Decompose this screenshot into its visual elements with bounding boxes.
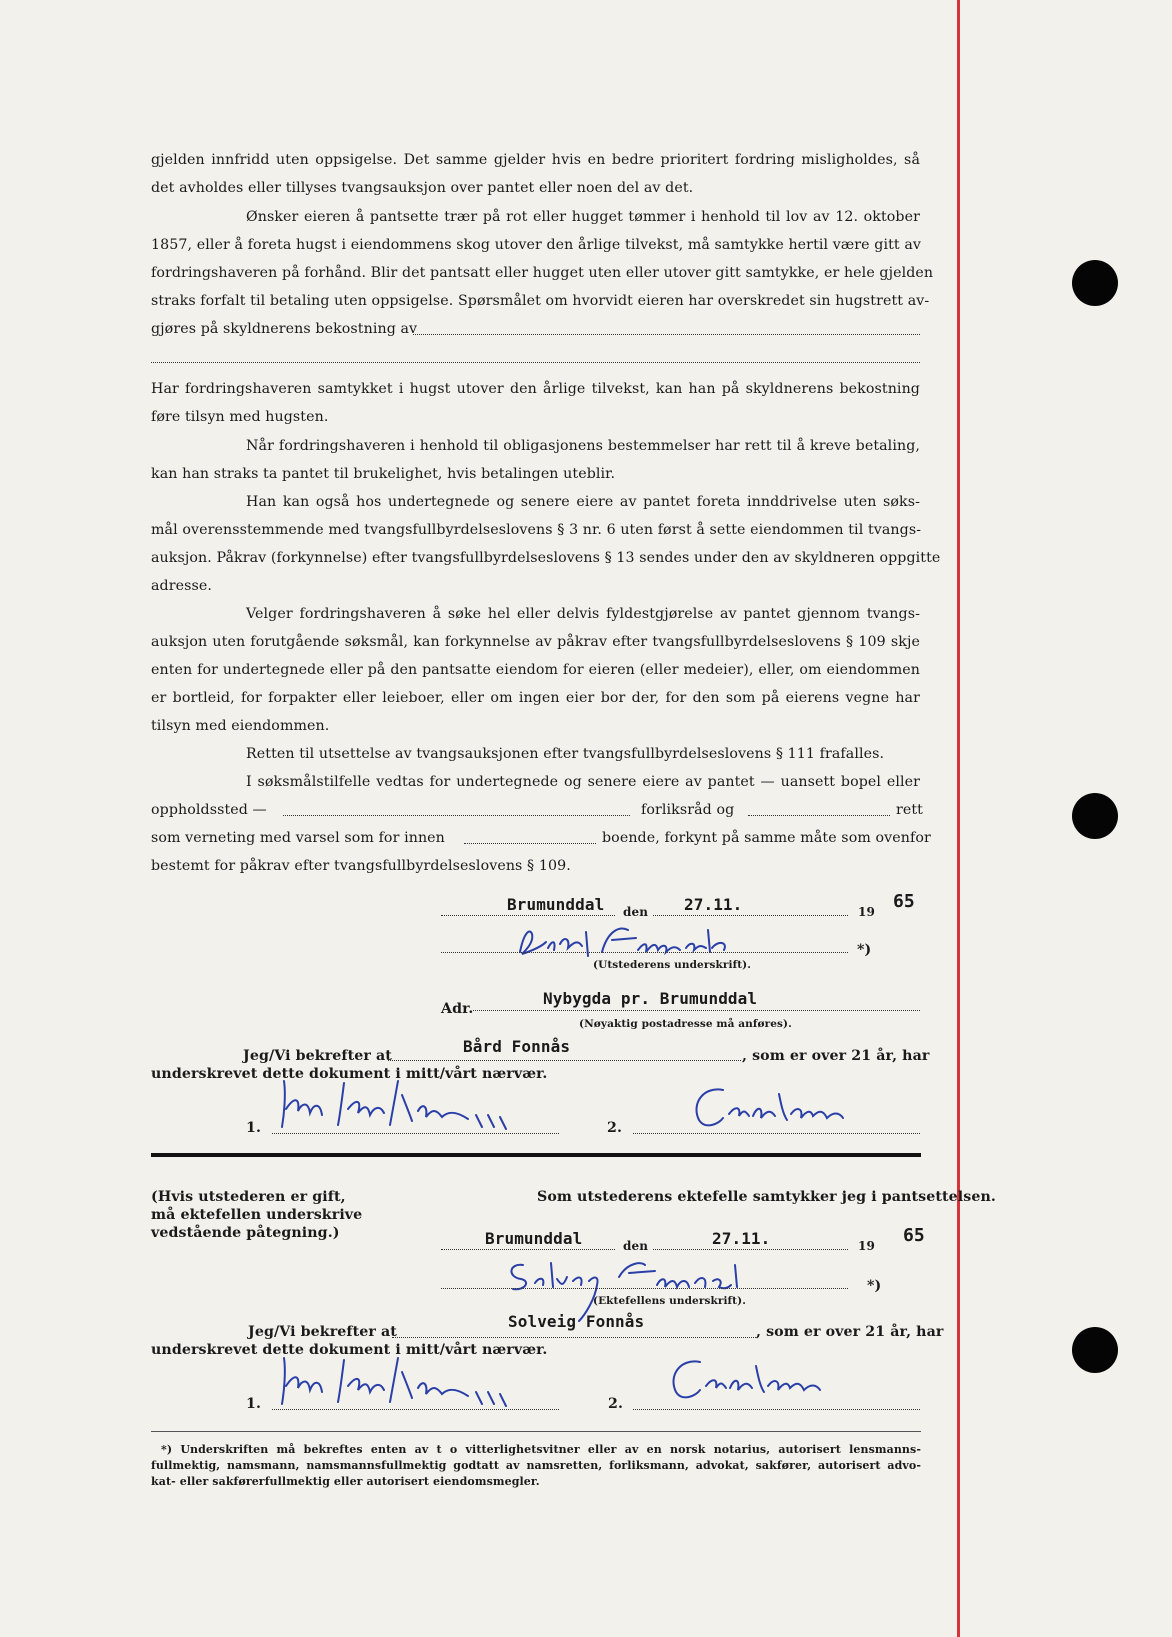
fill-line (473, 1010, 920, 1011)
confirm-label: , som er over 21 år, har (756, 1324, 944, 1340)
fill-line (748, 815, 890, 816)
footnote-line: fullmektig, namsmann, namsmannsfullmektig godtatt av namsretten, forliksmann, advokat, sakfører, autorisert advo- (151, 1459, 921, 1472)
signature-line (441, 1288, 848, 1289)
place-value: Brumunddal (507, 895, 605, 914)
fill-line (151, 362, 920, 363)
spouse-note: vedstående påtegning.) (151, 1225, 340, 1241)
spouse-note: (Hvis utstederen er gift, (151, 1189, 346, 1205)
body-line: 1857, eller å foreta hugst i eiendommens skog utover den årlige tilvekst, må samtykke hertil være gitt av (151, 237, 921, 253)
punch-hole (1072, 1327, 1118, 1373)
place-value: Brumunddal (485, 1229, 583, 1248)
fill-line (653, 915, 848, 916)
body-line: auksjon. Påkrav (forkynnelse) efter tvangsfullbyrdelseslovens § 13 sendes under den av skyldneren oppgitte (151, 550, 941, 566)
address-label: Adr. (441, 1001, 474, 1017)
body-line: Har fordringshaveren samtykket i hugst utover den årlige tilvekst, kan han på skyldnerens bekostning (151, 381, 920, 397)
witness-1-signature (272, 1352, 537, 1408)
body-line: Ønsker eieren å pantsette trær på rot eller hugget tømmer i henhold til lov av 12. oktober (246, 209, 920, 225)
body-line: Retten til utsettelse av tvangsauksjonen efter tvangsfullbyrdelseslovens § 111 frafalles. (246, 746, 885, 762)
body-line: fordringshaveren på forhånd. Blir det pantsatt eller hugget uten eller utover gitt samtykke, er hele gjelden (151, 265, 934, 281)
body-line: er bortleid, for forpakter eller leieboer, eller om ingen eier bor der, for den som på eierens vegne har (151, 690, 920, 706)
body-line: enten for undertegnede eller på den pantsatte eiendom for eieren (eller medeier), eller, om eiendommen (151, 662, 920, 678)
body-line: Når fordringshaveren i henhold til obligasjonens bestemmelser har rett til å kreve betaling, (246, 438, 920, 454)
year-value: 65 (903, 1225, 925, 1246)
body-line: kan han straks ta pantet til brukelighet, hvis betalingen uteblir. (151, 466, 616, 482)
witness-2-label: 2. (607, 1120, 623, 1136)
den-label: den (623, 1239, 649, 1253)
footnote-marker: *) (867, 1278, 882, 1294)
footnote-rule (151, 1431, 921, 1432)
witness-2-line (633, 1409, 920, 1410)
body-line: Han kan også hos undertegnede og senere eiere av pantet foreta innddrivelse uten søks- (246, 494, 920, 510)
punch-hole (1072, 260, 1118, 306)
signer-name: Solveig Fonnås (508, 1312, 645, 1331)
confirm-label: underskrevet dette dokument i mitt/vårt nærvær. (151, 1342, 548, 1358)
witness-2-signature (683, 1080, 848, 1132)
confirm-label: Jeg/Vi bekrefter at (248, 1324, 397, 1340)
spouse-note: må ektefellen underskrive (151, 1207, 363, 1223)
year-prefix: 19 (858, 905, 875, 919)
footnote-marker: *) (857, 942, 872, 958)
body-line: adresse. (151, 578, 212, 594)
witness-2-label: 2. (608, 1396, 624, 1412)
date-value: 27.11. (684, 895, 743, 914)
witness-1-label: 1. (246, 1396, 262, 1412)
venue-label: som verneting med varsel som for innen (151, 830, 445, 846)
body-line: det avholdes eller tillyses tvangsauksjon over pantet eller noen del av det. (151, 180, 694, 196)
signature-caption: (Ektefellens underskrift). (593, 1295, 746, 1307)
venue-label: boende, forkynt på samme måte som ovenfor (602, 830, 931, 846)
den-label: den (623, 905, 649, 919)
venue-label: forliksråd og (641, 802, 735, 818)
section-divider (151, 1153, 921, 1157)
punch-hole (1072, 793, 1118, 839)
confirm-label: Jeg/Vi bekrefter at (243, 1048, 392, 1064)
venue-label: rett (896, 802, 923, 818)
body-line: mål overensstemmende med tvangsfullbyrdelseslovens § 3 nr. 6 uten først å sette eiendommen til tvangs- (151, 522, 922, 538)
signer-name: Bård Fonnås (463, 1037, 571, 1056)
footnote-line: *) Underskriften må bekreftes enten av t o vitterlighetsvitner eller av en norsk notarius, autorisert lensmanns- (161, 1443, 921, 1456)
venue-label: bestemt for påkrav efter tvangsfullbyrdelseslovens § 109. (151, 858, 571, 874)
date-value: 27.11. (712, 1229, 771, 1248)
fill-line (441, 915, 615, 916)
spouse-consent: Som utstederens ektefelle samtykker jeg i pantsettelsen. (537, 1189, 996, 1205)
confirm-label: underskrevet dette dokument i mitt/vårt nærvær. (151, 1066, 548, 1082)
body-line: gjelden innfridd uten oppsigelse. Det samme gjelder hvis en bedre prioritert fordring misligholdes, så (151, 152, 920, 168)
body-line: auksjon uten forutgående søksmål, kan forkynnelse av påkrav efter tvangsfullbyrdelseslovens § 109 skje (151, 634, 920, 650)
witness-1-line (272, 1133, 559, 1134)
fill-line (392, 1337, 756, 1338)
fill-line (653, 1249, 848, 1250)
signature-caption: (Utstederens underskrift). (593, 959, 751, 971)
address-value: Nybygda pr. Brumunddal (543, 989, 758, 1008)
fill-line (283, 815, 630, 816)
witness-1-signature (272, 1075, 537, 1131)
signature-line (441, 952, 848, 953)
venue-label: oppholdssted — (151, 802, 267, 818)
fill-line (441, 1249, 615, 1250)
body-line: I søksmålstilfelle vedtas for undertegnede og senere eiere av pantet — uansett bopel eller (246, 774, 920, 790)
body-line: føre tilsyn med hugsten. (151, 409, 329, 425)
footnote-line: kat- eller sakførerfullmektig eller autorisert eiendomsmegler. (151, 1475, 540, 1488)
witness-1-label: 1. (246, 1120, 262, 1136)
fill-line (464, 843, 596, 844)
address-caption: (Nøyaktig postadresse må anføres). (579, 1018, 792, 1030)
body-line: Velger fordringshaveren å søke hel eller delvis fyldestgjørelse av pantet gjennom tvangs- (246, 606, 920, 622)
witness-2-line (633, 1133, 920, 1134)
year-value: 65 (893, 891, 915, 912)
body-line: tilsyn med eiendommen. (151, 718, 330, 734)
year-prefix: 19 (858, 1239, 875, 1253)
confirm-label: , som er over 21 år, har (742, 1048, 930, 1064)
witness-2-signature (660, 1352, 825, 1408)
fill-line (388, 1060, 741, 1061)
body-line: gjøres på skyldnerens bekostning av (151, 321, 418, 337)
body-line: straks forfalt til betaling uten oppsigelse. Spørsmålet om hvorvidt eieren har overskredet sin hugstrett av- (151, 293, 930, 309)
fill-line (413, 334, 920, 335)
witness-1-line (272, 1409, 559, 1410)
margin-red-line (957, 0, 960, 1637)
